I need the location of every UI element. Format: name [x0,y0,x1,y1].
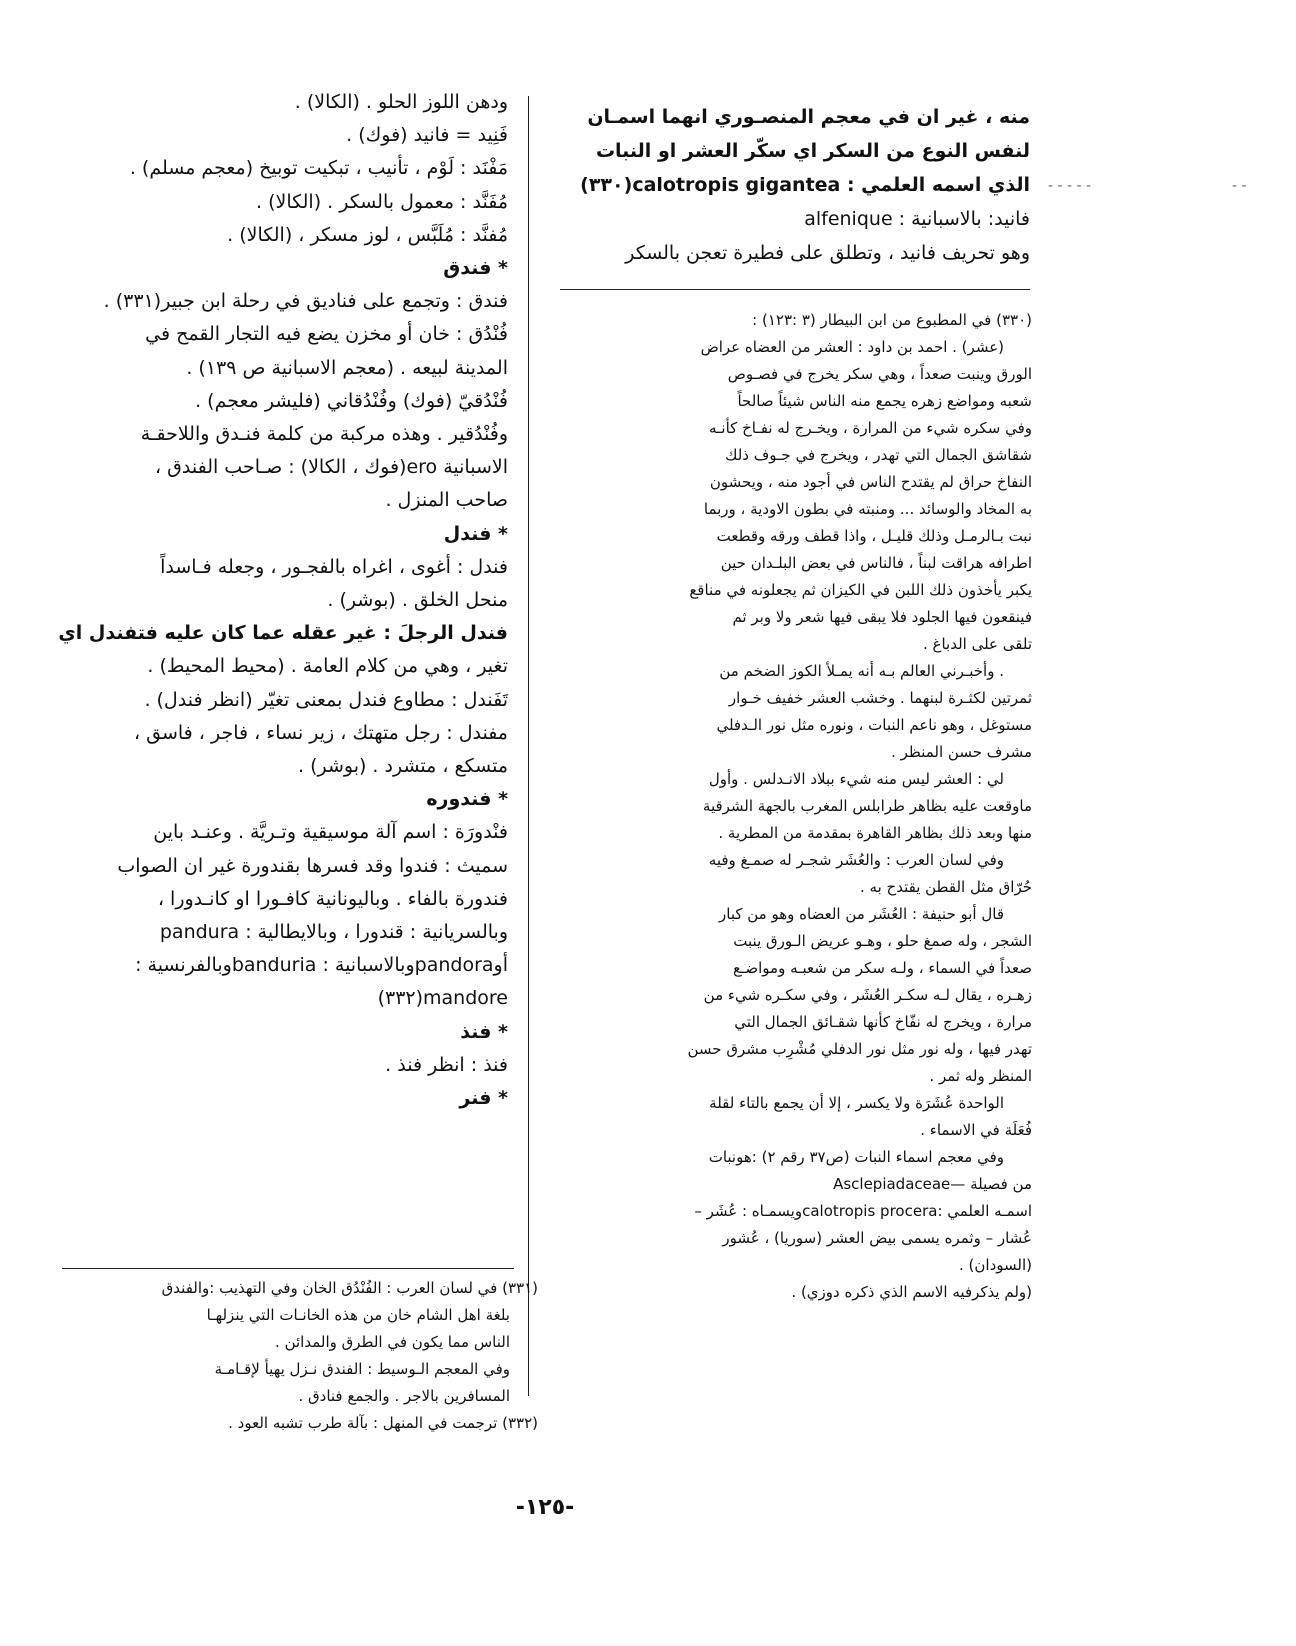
footnote-line: (ولم يذكرفيه الاسم الذي ذكره دوزي) . [791,1283,1032,1301]
footnote-line: وفي لسان العرب : والعُشَر شجـر له صمـغ وفيه [708,851,1004,869]
text-line: منحل الخلق . (بوشر) . [327,589,508,612]
footnotes-331-332 [60,1275,538,1437]
footnote-line: فُعَلَة في الاسماء . [920,1121,1032,1139]
entry-heading: * فنر [459,1087,508,1110]
entry-heading: * فنذ [460,1020,508,1043]
text-line: مَفْنَد : لَوْم ، تأنيب ، تبكيت توبيخ (معجم مسلم) . [129,157,508,180]
footnote-separator-left [62,1268,514,1269]
footnote-line: الناس مما يكون في الطرق والمدائن . [275,1333,510,1351]
page-number: -١٢٥- [515,1495,575,1520]
footnote-line: (٣٣٠) في المطبوع من ابن البيطار (٣ :١٢٣) : [752,311,1032,329]
text-line: فندل الرجلَ : غير عقله عما كان عليه فتفندل اي [58,622,508,645]
text-line: وفُنْدُقير . وهذه مركبة من كلمة فنـدق واللاحقـة [140,423,508,446]
text-line: الاسبانية ero(فوك ، الكالا) : صـاحب الفندق ، [154,456,508,479]
footnote-line: مستوغل ، وهو ناعم النبات ، ونوره مثل نور الـدفلي [716,716,1032,734]
footnote-line: قال أبو حنيفة : العُشَر من العضاه وهو من كبار [719,905,1004,923]
footnote-line: صعداً في السماء ، ولـه سكر من شعبـه ومواضـع [733,959,1032,977]
text-line: ودهن اللوز الحلو . (الكالا) . [294,91,508,113]
footnote-line: . وأخبـرني العالم بـه أنه يمـلأ الكوز الضخم من [719,662,1004,680]
margin-mark: - - - - - [1048,178,1092,194]
text-line: mandore(٣٣٢) [377,987,508,1010]
text-line: تَفَندل : مطاوع فندل بمعنى تغيّر (انظر فندل) . [144,688,508,711]
text-line: الذي اسمه العلمي : calotropis gigantea(٣٣٠) [580,174,1030,196]
text-line: تغير ، وهي من كلام العامة . (محيط المحيط) . [147,655,508,678]
footnote-line: وفي معجم اسماء النبات (ص٣٧ رقم ٢) :هونبات [708,1148,1004,1166]
text-line: مُفنَّد : مُلَبَّس ، لوز مسكر ، (الكالا) . [227,223,508,246]
text-line: وهو تحريف فانيد ، وتطلق على فطيرة تعجن بالسكر [625,242,1030,264]
footnote-line: وفي المعجم الـوسيط : الفندق نـزل يهيأ لإقـامـة [214,1360,510,1378]
text-line: فَنِيد = فانيد (فوك) . [346,124,508,147]
footnote-330 [582,307,1032,1306]
footnote-line: فينقعون فيها الجلود فلا يبقى فيها شعر ولا وبر ثم [732,608,1032,626]
text-line: لنفس النوع من السكر اي سكّر العشر او النبات [595,140,1030,162]
footnote-line: عُشار – وثمره يسمى بيض العشر (سوريا) ، عُشور [722,1229,1032,1247]
text-line: فندق : وتجمع على فناديق في رحلة ابن جبير(٣٣١) . [103,290,508,313]
footnote-line: ثمرتين لكثـرة لبنهما . وخشب العشر خفيف خـوار [728,689,1032,707]
footnote-separator-right [560,289,1030,290]
text-line: فندورة بالفاء . وباليونانية كافـورا او كانـدورا ، [157,887,508,910]
footnote-line: بلغة اهل الشام خان من هذه الخانـات التي ينزلهـا [206,1306,510,1324]
text-line: فُنْدُق : خان أو مخزن يضع فيه التجار القمح في [145,323,508,346]
entry-heading: * فندق [443,257,508,280]
footnote-line: وفي سكره شيء من المرارة ، ويخـرج له نفـاخ كأنـه [709,419,1032,437]
footnote-line: لي : العشر ليس منه شيء ببلاد الانـدلس . وأول [708,770,1004,788]
footnote-line: الشجر ، وله صمغ حلو ، وهـو عريض الـورق ينبت [733,932,1032,950]
text-line: فنذ : انظر فنذ . [385,1053,508,1076]
left-column-text [58,86,508,1115]
text-line: المدينة لبيعه . (معجم الاسبانية ص ١٣٩) . [186,356,508,379]
footnote-line: الورق وينبت صعداً ، وهي سكر يخرج في فصـوص [727,365,1032,383]
entry-heading: * فندل [443,522,508,545]
footnote-line: نبت بـالرمـل وذلك قليـل ، واذا قطف ورقه وقطعت [716,527,1032,545]
text-line: مفندل : رجل متهتك ، زير نساء ، فاجر ، فاسق ، [133,721,508,744]
footnote-line: مرارة ، ويخرج له نفّاخ كأنها شقـائق الجمال التي [734,1013,1032,1031]
footnote-line: تهدر فيها ، وله نور مثل نور الدفلي مُشْرِب مشرق حسن [687,1040,1032,1058]
footnote-line: (السودان) . [959,1256,1032,1274]
footnote-line: اسمـه العلمي :calotropis proceraويسمـاه : عُشَر – [694,1202,1032,1220]
margin-mark: - - [1232,178,1247,194]
text-line: متسكع ، متشرد . (بوشر) . [297,755,508,778]
footnote-line: ماوقعت عليه بظاهر طرابلس المغرب بالجهة الشرقية [702,797,1032,815]
footnote-line: (٣٣٢) ترجمت في المنهل : بآلة طرب تشبه العود . [228,1414,538,1432]
footnote-line: يكبر يأخذون ذلك اللبن في الكيزان ثم يجعلونه في مناقع [689,581,1032,599]
footnote-line: اطرافه هراقت لبناً ، فالناس في بعض البلـدان حين [720,554,1032,572]
entry-heading: * فندوره [426,788,508,811]
footnote-line: المسافرين بالاجر . والجمع فنادق . [298,1387,510,1405]
text-line: منه ، غير ان في معجم المنصـوري انهما اسمـان [587,106,1030,128]
footnote-line: شقاشق الجمال التي تهدر ، ويخرج في جـوف ذلك [725,446,1032,464]
footnote-line: (٣٣١) في لسان العرب : الفُنْدُق الخان وفي التهذيب :والفندق [161,1279,538,1297]
footnote-line: المنظر وله ثمر . [929,1067,1032,1085]
footnote-line: زهـره ، يقال لـه سكـر العُشَر ، وفي سكـره شيء من [703,986,1032,1004]
footnote-line: تلقى على الدباغ . [922,635,1032,653]
footnote-line: مشرف حسن المنظر . [891,743,1032,761]
footnote-line: حُرّاق مثل القطن يقتدح به . [860,878,1032,896]
text-line: فانيد: بالاسبانية : alfenique [804,208,1030,230]
text-line: وبالسريانية : قندورا ، وبالايطالية : pandura [159,921,508,944]
text-line: مُفَنَّد : معمول بالسكر . (الكالا) . [256,190,508,213]
text-line: صاحب المنزل . [385,489,508,512]
footnote-line: (عشر) . احمد بن داود : العشر من العضاه عراض [700,338,1004,356]
text-line: فنْدورَة : اسم آلة موسيقية وتـريَّة . وعنـد باين [153,821,508,844]
text-line: سميث : فندوا وقد فسرها بقندورة غير ان الصواب [117,854,508,877]
text-line: أوpandoraوبالاسبانية : banduriaوبالفرنسية : [135,954,508,977]
text-line: فندل : أغوى ، اغراه بالفجـور ، وجعله فـاسداً [160,555,508,578]
column-divider [528,96,529,1396]
footnote-line: النفاخ حراق لم يقتدح الناس في أجود منه ، ويحشون [709,473,1032,491]
footnote-line: منها وبعد ذلك بظاهر القاهرة بمقدمة من المطرية . [718,824,1032,842]
text-line: فُنْدُقيّ (فوك) وفُنْدُقاني (فليشر معجم) . [195,389,508,412]
footnote-line: من فصيلة —Asclepiadaceae [833,1175,1032,1193]
footnote-line: به المخاد والوسائد ... ومنبته في بطون الاودية ، وربما [703,500,1032,518]
right-column-text [582,100,1030,270]
footnote-line: شعبه ومواضع زهره يجمع منه الناس شيئاً صالحاً [737,392,1032,410]
footnote-line: الواحدة عُشَرَة ولا يكسر ، إلا أن يجمع بالتاء لقلة [709,1094,1004,1112]
